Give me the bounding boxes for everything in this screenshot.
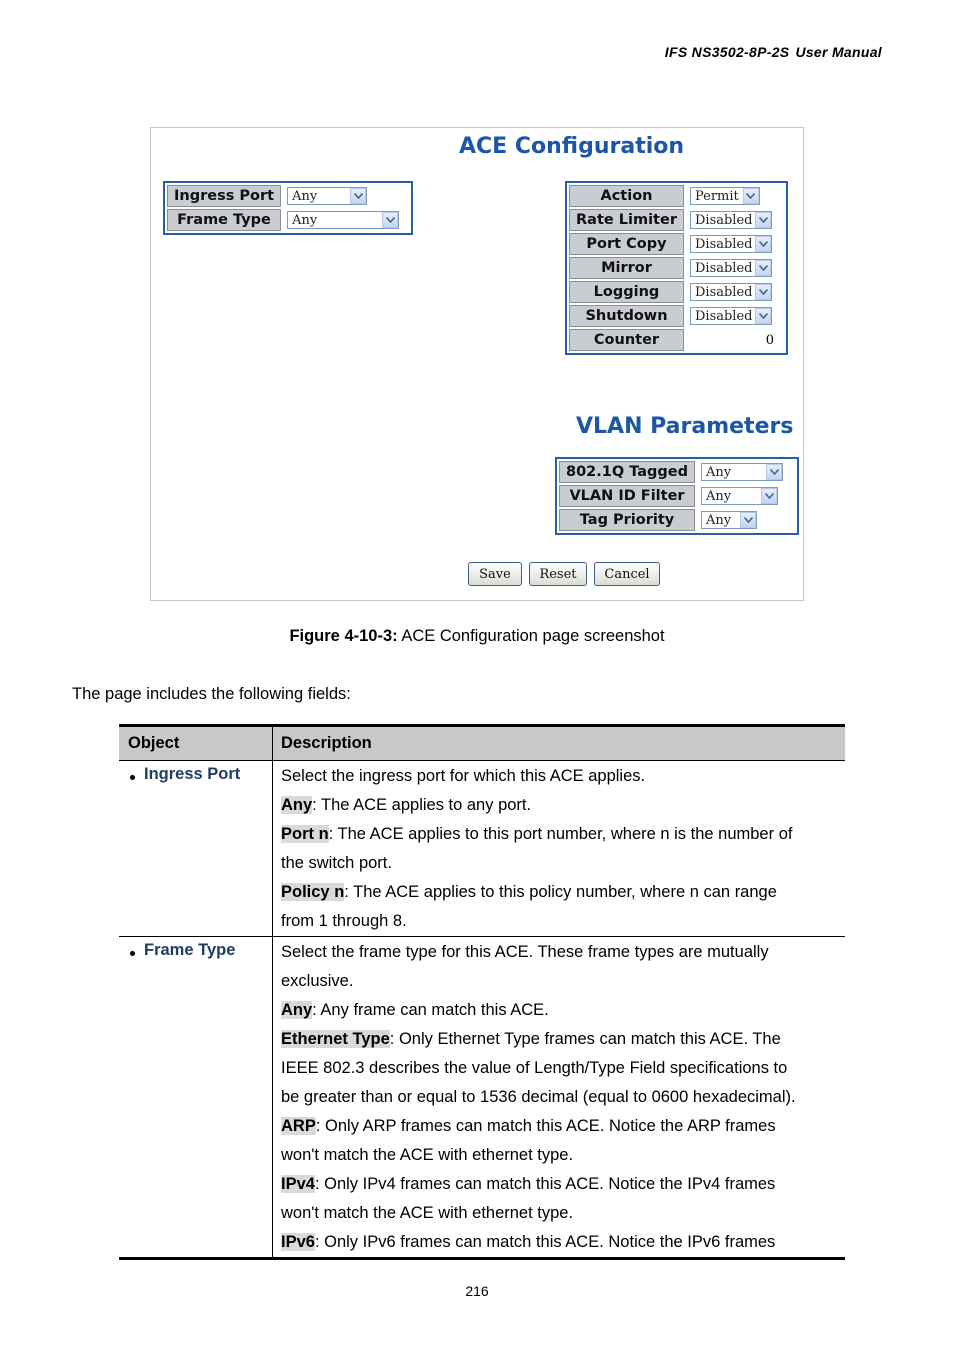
ingress-port-row (167, 185, 409, 207)
chevron-down-icon (755, 284, 771, 300)
rate-limiter-row (569, 209, 784, 231)
ingress-port-label: Ingress Port (167, 185, 281, 207)
object-name (128, 765, 272, 784)
shutdown-label: Shutdown (569, 305, 684, 327)
intro-text: The page includes the following fields: (72, 685, 351, 703)
table-header (119, 727, 845, 761)
tagged-label: 802.1Q Tagged (559, 461, 695, 483)
mirror-label: Mirror (569, 257, 684, 279)
rate-limiter-value: Disabled (694, 212, 753, 228)
description-text: exclusive. (281, 972, 354, 990)
description-term: ARP (281, 1117, 316, 1135)
description-line (281, 1228, 837, 1257)
action-select[interactable] (690, 187, 760, 205)
description-line (281, 1112, 837, 1141)
chevron-down-icon (755, 308, 771, 324)
description-text: : The ACE applies to this port number, where n is the number of (328, 825, 793, 843)
logging-select[interactable] (690, 283, 772, 301)
object-label: Ingress Port (144, 765, 241, 783)
description-line (281, 996, 837, 1025)
description-text: IEEE 802.3 describes the value of Length/Type Field specifications to (281, 1059, 788, 1077)
ace-configuration-title: ACE Configuration (459, 134, 685, 159)
chevron-down-icon (382, 212, 398, 228)
reset-button[interactable]: Reset (529, 562, 587, 586)
description-line (281, 849, 837, 878)
mirror-select[interactable] (690, 259, 772, 277)
logging-row (569, 281, 784, 303)
page-number: 216 (465, 1283, 489, 1299)
description-text: : Only IPv6 frames can match this ACE. Notice the IPv6 frames (314, 1233, 776, 1251)
vlan-id-filter-value: Any (706, 488, 732, 504)
description-text: Select the ingress port for which this ACE applies. (281, 767, 646, 785)
tag-priority-row (559, 509, 795, 531)
vlan-id-filter-row (559, 485, 795, 507)
description-line (281, 967, 837, 996)
chevron-down-icon (761, 488, 777, 504)
description-text: won't match the ACE with ethernet type. (281, 1146, 574, 1164)
manual-label: User Manual (795, 44, 882, 60)
shutdown-select[interactable] (690, 307, 772, 325)
description-term: IPv4 (281, 1175, 315, 1193)
rate-limiter-label: Rate Limiter (569, 209, 684, 231)
action-label: Action (569, 185, 684, 207)
ace-configuration-screenshot (150, 127, 804, 601)
chevron-down-icon (755, 260, 771, 276)
description-line (281, 1141, 837, 1170)
description-line (281, 1083, 837, 1112)
description-term: Policy n (281, 883, 345, 901)
object-header: Object (119, 727, 273, 760)
tagged-value: Any (706, 464, 732, 480)
action-row (569, 185, 784, 207)
table-row (119, 761, 845, 937)
description-header: Description (281, 734, 372, 752)
counter-label: Counter (569, 329, 684, 351)
ingress-table (163, 181, 413, 235)
cancel-button[interactable]: Cancel (594, 562, 660, 586)
chevron-down-icon (755, 236, 771, 252)
action-value: Permit (694, 188, 739, 204)
mirror-row (569, 257, 784, 279)
table-row (119, 937, 845, 1257)
chevron-down-icon (350, 188, 366, 204)
vlan-table (555, 457, 799, 535)
description-line (281, 938, 837, 967)
figure-text: ACE Configuration page screenshot (397, 627, 665, 645)
chevron-down-icon (743, 188, 759, 204)
description-line (281, 907, 837, 936)
document-header (659, 44, 882, 60)
ingress-port-select[interactable] (287, 187, 367, 205)
description-term: Port n (281, 825, 329, 843)
description-text: be greater than or equal to 1536 decimal (equal to 0600 hexadecimal). (281, 1088, 796, 1106)
description-term: Any (281, 1001, 313, 1019)
vlan-id-filter-select[interactable] (701, 487, 778, 505)
port-copy-row (569, 233, 784, 255)
tagged-row (559, 461, 795, 483)
description-term: Ethernet Type (281, 1030, 390, 1048)
port-copy-value: Disabled (694, 236, 753, 252)
chevron-down-icon (766, 464, 782, 480)
description-text: from 1 through 8. (281, 912, 407, 930)
description-text: : Any frame can match this ACE. (312, 1001, 549, 1019)
counter-row (569, 329, 784, 351)
ingress-port-value: Any (292, 188, 318, 204)
frame-type-row (167, 209, 409, 231)
description-text: won't match the ACE with ethernet type. (281, 1204, 574, 1222)
frame-type-select[interactable] (287, 211, 399, 229)
bullet-icon (130, 775, 135, 780)
action-table (565, 181, 788, 355)
vlan-id-filter-label: VLAN ID Filter (559, 485, 695, 507)
description-text: : Only IPv4 frames can match this ACE. Notice the IPv4 frames (314, 1175, 776, 1193)
description-line (281, 820, 837, 849)
chevron-down-icon (740, 512, 756, 528)
description-text: : The ACE applies to this policy number, where n can range (344, 883, 777, 901)
object-name (128, 941, 272, 960)
description-term: Any (281, 796, 313, 814)
save-button[interactable]: Save (468, 562, 522, 586)
description-line (281, 791, 837, 820)
tag-priority-value: Any (706, 512, 732, 528)
port-copy-label: Port Copy (569, 233, 684, 255)
tag-priority-label: Tag Priority (559, 509, 695, 531)
bullet-icon (130, 951, 135, 956)
description-term: IPv6 (281, 1233, 315, 1251)
port-copy-select[interactable] (690, 235, 772, 253)
description-line (281, 762, 837, 791)
shutdown-value: Disabled (694, 308, 753, 324)
figure-label: Figure 4-10-3: (289, 627, 398, 645)
shutdown-row (569, 305, 784, 327)
object-label: Frame Type (144, 941, 236, 959)
logging-label: Logging (569, 281, 684, 303)
description-text: the switch port. (281, 854, 392, 872)
mirror-value: Disabled (694, 260, 753, 276)
tag-priority-select[interactable] (701, 511, 757, 529)
chevron-down-icon (755, 212, 771, 228)
vlan-parameters-title: VLAN Parameters (576, 414, 794, 439)
fields-table (119, 724, 845, 1260)
description-line (281, 1170, 837, 1199)
counter-value: 0 (765, 332, 774, 348)
logging-value: Disabled (694, 284, 753, 300)
description-line (281, 1054, 837, 1083)
frame-type-label: Frame Type (167, 209, 281, 231)
figure-caption (0, 627, 954, 646)
description-text: : Only Ethernet Type frames can match this ACE. The (389, 1030, 781, 1048)
description-line (281, 1199, 837, 1228)
description-text: : The ACE applies to any port. (312, 796, 532, 814)
rate-limiter-select[interactable] (690, 211, 772, 229)
description-text: : Only ARP frames can match this ACE. Notice the ARP frames (315, 1117, 776, 1135)
frame-type-value: Any (292, 212, 318, 228)
description-line (281, 1025, 837, 1054)
description-text: Select the frame type for this ACE. These frame types are mutually (281, 943, 769, 961)
product-name: IFS NS3502-8P-2S (664, 44, 790, 60)
tagged-select[interactable] (701, 463, 783, 481)
description-line (281, 878, 837, 907)
